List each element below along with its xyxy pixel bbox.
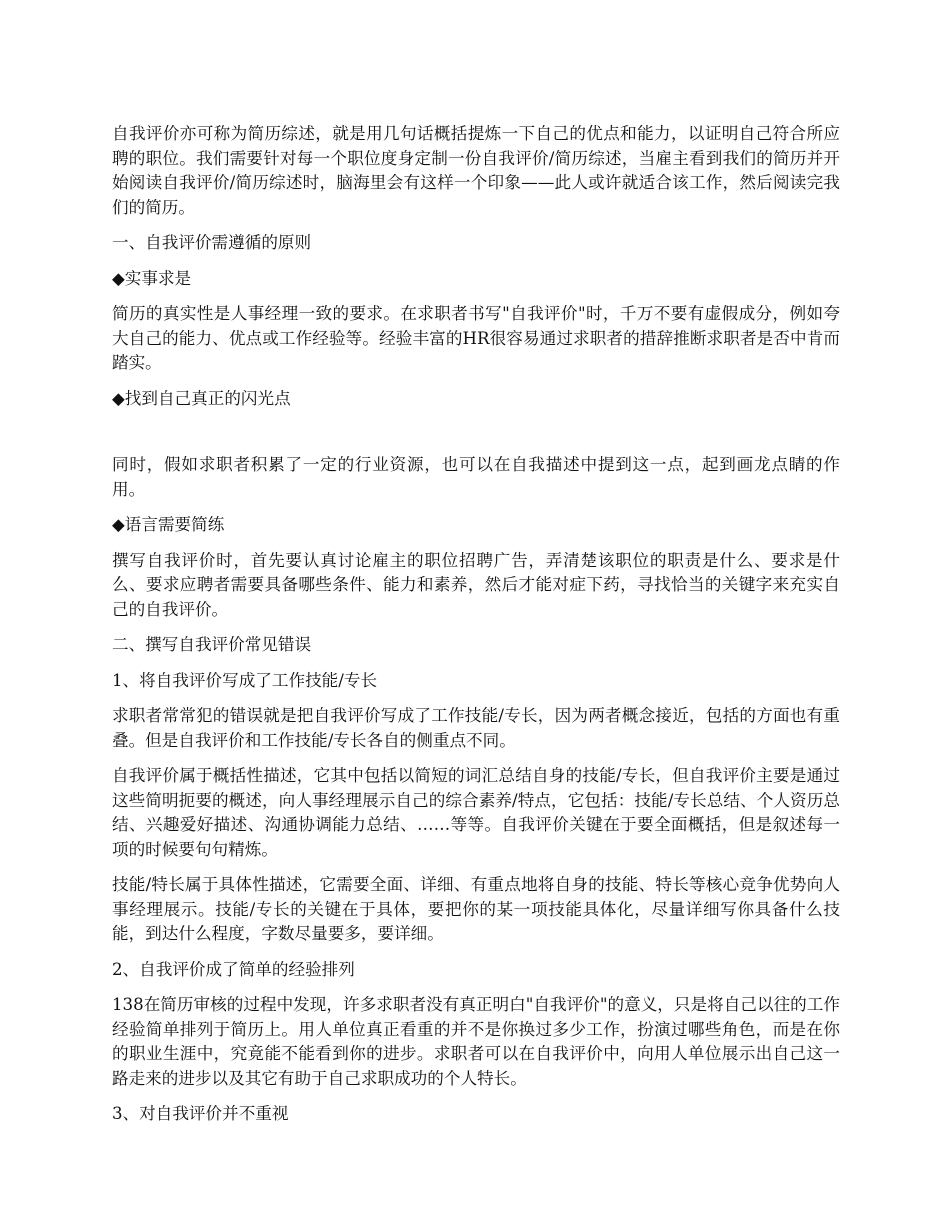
intro-paragraph: 自我评价亦可称为简历综述，就是用几句话概括提炼一下自己的优点和能力，以证明自己符合所应聘的职位。我们需要针对每一个职位度身定制一份自我评价/简历综述，当雇主看到我们的简历并开始阅读自我评价/简历综述时，脑海里会有这样一个印象——此人或许就适合该工作，然后阅读完我们的简历。 (112, 124, 840, 217)
subheading-concise: ◆语言需要简练 (112, 515, 225, 534)
paragraph-highlights: 同时，假如求职者积累了一定的行业资源，也可以在自我描述中提到这一点，起到画龙点睛的作用。 (112, 455, 840, 499)
paragraph-mistake-1a: 求职者常常犯的错误就是把自我评价写成了工作技能/专长，因为两者概念接近，包括的方面也有重叠。但是自我评价和工作技能/专长各自的侧重点不同。 (112, 706, 840, 750)
subheading-mistake-2: 2、自我评价成了简单的经验排列 (112, 959, 355, 979)
paragraph-truthful: 简历的真实性是人事经理一致的要求。在求职者书写"自我评价"时，千万不要有虚假成分，例如夸大自己的能力、优点或工作经验等。经验丰富的HR很容易通过求职者的措辞推断求职者是否中肯而踏实。 (112, 304, 840, 372)
paragraph-mistake-1c: 技能/特长属于具体性描述，它需要全面、详细、有重点地将自身的技能、特长等核心竞争优势向人事经理展示。技能/专长的关键在于具体，要把你的某一项技能具体化，尽量详细写你具备什么技能，到达什么程度，字数尽量要多，要详细。 (112, 875, 840, 943)
subheading-truthful: ◆实事求是 (112, 268, 192, 288)
paragraph-mistake-1b: 自我评价属于概括性描述，它其中包括以简短的词汇总结自身的技能/专长，但自我评价主要是通过这些简明扼要的概述，向人事经理展示自己的综合素养/特点，它包括：技能/专长总结、个人资历总结、兴趣爱好描述、沟通协调能力总结、……等等。自我评价关键在于要全面概括，但是叙述每一项的时候要句句精炼。 (112, 766, 840, 859)
document-body (112, 122, 840, 1138)
subheading-highlights: ◆找到自己真正的闪光点 (112, 388, 291, 408)
section-heading-principles: 一、自我评价需遵循的原则 (112, 233, 312, 252)
paragraph-concise: 撰写自我评价时，首先要认真讨论雇主的职位招聘广告，弄清楚该职位的职责是什么、要求是什么、要求应聘者需要具备哪些条件、能力和素养，然后才能对症下药，寻找恰当的关键字来充实自己的自我评价。 (112, 550, 840, 619)
paragraph-mistake-2: 138在简历审核的过程中发现，许多求职者没有真正明白"自我评价"的意义，只是将自己以往的工作经验简单排列于简历上。用人单位真正看重的并不是你换过多少工作，扮演过哪些角色，而是在你的职业生涯中，究竟能不能看到你的进步。求职者可以在自我评价中，向用人单位展示出自己这一路走来的进步以及其它有助于自己求职成功的个人特长。 (112, 995, 840, 1088)
section-heading-mistakes: 二、撰写自我评价常见错误 (112, 635, 312, 654)
subheading-mistake-3: 3、对自我评价并不重视 (112, 1104, 289, 1123)
subheading-mistake-1: 1、将自我评价写成了工作技能/专长 (112, 670, 378, 690)
